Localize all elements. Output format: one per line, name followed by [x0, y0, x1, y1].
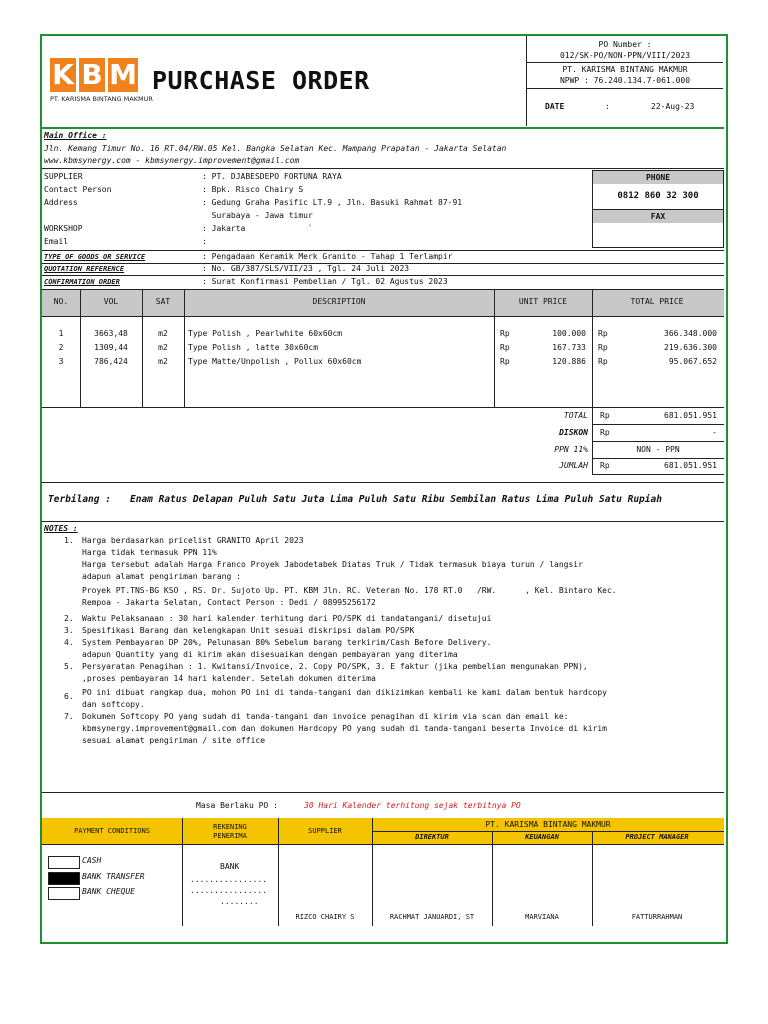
- confirmation-order-value: : Surat Konfirmasi Pembelian / Tgl. 02 Agustus 2023: [202, 277, 448, 286]
- summary-diskon-label: DISKON: [559, 428, 588, 437]
- col-header-sat: SAT: [155, 297, 171, 306]
- contact-person-value: : Bpk. Risco Chairy S: [202, 185, 304, 194]
- summary-ppn-label: PPN 11%: [554, 445, 588, 454]
- po-date-sep: :: [605, 102, 610, 111]
- signature-direktur: RACHMAT JANUARDI, ST: [389, 913, 475, 921]
- note-number: 2.: [64, 614, 74, 623]
- address-label: Address: [44, 198, 78, 207]
- note-line: Spesifikasi Barang dan kelengkapan Unit sesuai diskripsi dalam PO/SPK: [82, 626, 415, 635]
- cash-label: CASH: [82, 856, 102, 865]
- terbilang-text: Enam Ratus Delapan Puluh Satu Juta Lima Puluh Satu Ribu Sembilan Ratus Lima Puluh Satu Rupiah: [130, 494, 662, 505]
- goods-type-label: TYPE OF GOODS OR SERVICE: [44, 253, 146, 261]
- bank-transfer-label: BANK TRANSFER: [82, 872, 145, 881]
- role-direktur: DIREKTUR: [415, 833, 449, 841]
- confirmation-order-label: CONFIRMATION ORDER: [44, 278, 120, 286]
- row-unit-currency: Rp: [500, 343, 510, 352]
- summary-total-label: TOTAL: [563, 411, 588, 420]
- summary-jumlah-label: JUMLAH: [559, 461, 588, 470]
- note-line: Rempoa - Jakarta Selatan, Contact Person : Dedi / 08995256172: [82, 598, 376, 607]
- row-unit-price: 100.000: [552, 329, 586, 338]
- contact-person-label: Contact Person: [44, 185, 112, 194]
- row-total-currency: Rp: [598, 357, 608, 366]
- note-line: Persyaratan Penagihan : 1. Kwitansi/Invoice, 2. Copy PO/SPK, 3. E faktur (jika pembelian mengunakan PPN),: [82, 662, 588, 671]
- payment-option-bank-cheque[interactable]: [48, 887, 178, 901]
- row-unit-currency: Rp: [500, 357, 510, 366]
- payment-option-cash[interactable]: [48, 856, 178, 870]
- note-line: PO ini dibuat rangkap dua, mohon PO ini di tanda-tangani dan dikizimkan kembali ke kami dalam bentuk hardcopy: [82, 688, 607, 697]
- company-header: PT. KARISMA BINTANG MAKMUR: [485, 820, 611, 829]
- validity-label: Masa Berlaku PO :: [196, 801, 278, 810]
- row-total-price: 366.348.000: [664, 329, 717, 338]
- row-total-currency: Rp: [598, 329, 608, 338]
- quotation-ref-label: QUOTATION REFERENCE: [44, 265, 125, 273]
- logo-letter-b: B: [79, 58, 105, 92]
- po-npwp: NPWP : 76.240.134.7-061.000: [559, 76, 691, 85]
- note-line: adapun alamat pengiriman barang :: [82, 572, 241, 581]
- signature-project-manager: FATTURRAHMAN: [631, 913, 683, 921]
- col-header-vol: VOL: [103, 297, 119, 306]
- fax-label: FAX: [593, 209, 723, 223]
- po-date-label: DATE: [545, 102, 565, 111]
- summary-jumlah-currency: Rp: [600, 461, 610, 470]
- bank-transfer-checkbox[interactable]: [48, 872, 80, 885]
- row-vol: 3663,48: [94, 329, 128, 338]
- note-line: adapun Quantity yang di kirim akan disesuaikan dengan pembayaran yang diterima: [82, 650, 458, 659]
- po-info-box: [526, 36, 723, 126]
- row-total-currency: Rp: [598, 343, 608, 352]
- office-web: www.kbmsynergy.com - kbmsynergy.improvement@gmail.com: [44, 156, 300, 165]
- po-company: PT. KARISMA BINTANG MAKMUR: [562, 65, 688, 74]
- col-header-total-price: TOTAL PRICE: [630, 297, 684, 306]
- note-number: 7.: [64, 712, 74, 721]
- email-value: :: [202, 237, 207, 246]
- note-line: Harga tersebut adalah Harga Franco Proyek Jabodetabek Diatas Truk / Tidak termasuk biaya turun / langsir: [82, 560, 583, 569]
- company-logo: [50, 58, 153, 110]
- summary-total-value: 681.051.951: [664, 411, 717, 420]
- note-number: 3.: [64, 626, 74, 635]
- logo-company-name: PT. KARISMA BINTANG MAKMUR: [50, 95, 153, 103]
- goods-type-value: : Pengadaan Keramik Merk Granito - Tahap 1 Terlampir: [202, 252, 453, 261]
- row-vol: 1309,44: [94, 343, 128, 352]
- row-sat: m2: [158, 357, 168, 366]
- col-header-description: DESCRIPTION: [312, 297, 366, 306]
- row-sat: m2: [158, 343, 168, 352]
- items-table: [42, 289, 724, 475]
- payment-conditions-header: PAYMENT CONDITIONS: [74, 827, 150, 835]
- row-unit-currency: Rp: [500, 329, 510, 338]
- row-description: Type Polish , latte 30x60cm: [188, 343, 319, 352]
- note-line: System Pembayaran DP 20%, Pelunasan 80% Sebelum barang terkirim/Cash Before Delivery.: [82, 638, 492, 647]
- page-title: PURCHASE ORDER: [152, 66, 370, 95]
- note-line: Waktu Pelaksanaan : 30 hari kalender terhitung dari PO/SPK di tandatangani/ disetujui: [82, 614, 492, 623]
- address-value-2: Surabaya - Jawa timur: [202, 211, 313, 220]
- summary-diskon-currency: Rp: [600, 428, 610, 437]
- supplier-value: : PT. DJABESDEPO FORTUNA RAYA: [202, 172, 342, 181]
- office-label: Main Office :: [44, 131, 107, 140]
- po-number: 012/SK-PO/NON-PPN/VIII/2023: [559, 51, 691, 60]
- validity-value: 30 Hari Kalender terhitung sejak terbitnya PO: [304, 801, 521, 810]
- po-date: 22-Aug-23: [651, 102, 695, 111]
- bank-account-line: ........: [220, 897, 259, 906]
- supplier-label: SUPPLIER: [44, 172, 83, 181]
- row-total-price: 95.067.652: [668, 357, 717, 366]
- row-description: Type Matte/Unpolish , Pollux 60x60cm: [188, 357, 362, 366]
- note-line: dan softcopy.: [82, 700, 145, 709]
- summary-total-currency: Rp: [600, 411, 610, 420]
- workshop-value: : Jakarta `: [202, 224, 313, 233]
- supplier-section: [42, 170, 724, 250]
- rekening-header-line1: REKENING: [213, 823, 247, 831]
- role-keuangan: KEUANGAN: [525, 833, 559, 841]
- row-unit-price: 167.733: [552, 343, 586, 352]
- summary-jumlah-value: 681.051.951: [664, 461, 717, 470]
- row-no: 2: [58, 343, 64, 352]
- bank-cheque-label: BANK CHEQUE: [82, 887, 135, 896]
- cash-checkbox[interactable]: [48, 856, 80, 869]
- row-no: 1: [58, 329, 64, 338]
- logo-letter-m: M: [109, 58, 137, 91]
- bank-account-line: ................: [190, 886, 268, 895]
- bank-account-line: ................: [190, 875, 268, 884]
- phone-number: 0812 860 32 300: [617, 191, 699, 201]
- row-sat: m2: [158, 329, 168, 338]
- address-value: : Gedung Graha Pasific LT.9 , Jln. Basuki Rahmat 87-91: [202, 198, 463, 207]
- bank-label: BANK: [220, 862, 240, 871]
- note-number: 5.: [64, 662, 74, 671]
- role-project-manager: PROJECT MANAGER: [625, 833, 689, 841]
- row-total-price: 219.636.300: [664, 343, 717, 352]
- logo-letter-k: K: [50, 58, 76, 92]
- terbilang-label: Terbilang :: [48, 494, 111, 505]
- note-number: 6.: [64, 692, 74, 701]
- signature-supplier: RIZCO CHAIRY S: [295, 913, 355, 921]
- payment-option-bank-transfer[interactable]: [48, 872, 178, 886]
- col-header-no: NO.: [53, 297, 69, 306]
- row-unit-price: 120.886: [552, 357, 586, 366]
- note-number: 1.: [64, 536, 74, 545]
- quotation-ref-value: : No. GB/387/SLS/VII/23 , Tgl. 24 Juli 2023: [202, 264, 410, 273]
- workshop-label: WORKSHOP: [44, 224, 83, 233]
- col-header-unit-price: UNIT PRICE: [518, 297, 568, 306]
- note-line: sesuai alamat pengiriman / site office: [82, 736, 266, 745]
- signature-section: [42, 818, 724, 926]
- summary-ppn-value: NON - PPN: [636, 445, 680, 454]
- row-description: Type Polish , Pearlwhite 60x60cm: [188, 329, 343, 338]
- bank-cheque-checkbox[interactable]: [48, 887, 80, 900]
- note-line: Dokumen Softcopy PO yang sudah di tanda-tangani dan invoice penagihan di kirim via scan dan email ke:: [82, 712, 569, 721]
- office-address: Jln. Kemang Timur No. 16 RT.04/RW.05 Kel. Bangka Selatan Kec. Mampang Prapatan - Jakarta Selatan: [44, 144, 507, 153]
- note-line: Proyek PT.TNS-BG KSO , RS. Dr. Sujoto Up. PT. KBM Jln. RC. Veteran No. 178 RT.0 /RW. , Kel. Bintaro Kec.: [82, 586, 617, 595]
- rekening-header-line2: PENERIMA: [213, 832, 247, 840]
- summary-diskon-value: -: [712, 428, 717, 437]
- signature-keuangan: MARVIANA: [525, 913, 559, 921]
- supplier-header: SUPPLIER: [308, 827, 342, 835]
- note-line: kbmsynergy.improvement@gmail.com dan dokumen Hardcopy PO yang sudah di tanda-tangani beserta Invoice di kirim: [82, 724, 607, 733]
- phone-label: PHONE: [593, 171, 723, 184]
- note-line: ,proses pembayaran 14 hari kalender. Setelah dokumen diterima: [82, 674, 376, 683]
- po-number-label: PO Number :: [598, 40, 652, 49]
- row-vol: 786,424: [94, 357, 128, 366]
- email-label: Email: [44, 237, 69, 246]
- note-line: Harga berdasarkan pricelist GRANITO April 2023: [82, 536, 304, 545]
- note-line: Harga tidak termasuk PPN 11%: [82, 548, 217, 557]
- phone-fax-box: [592, 170, 724, 248]
- notes-label: NOTES :: [44, 524, 78, 533]
- row-no: 3: [58, 357, 64, 366]
- note-number: 4.: [64, 638, 74, 647]
- header-section: [42, 36, 724, 128]
